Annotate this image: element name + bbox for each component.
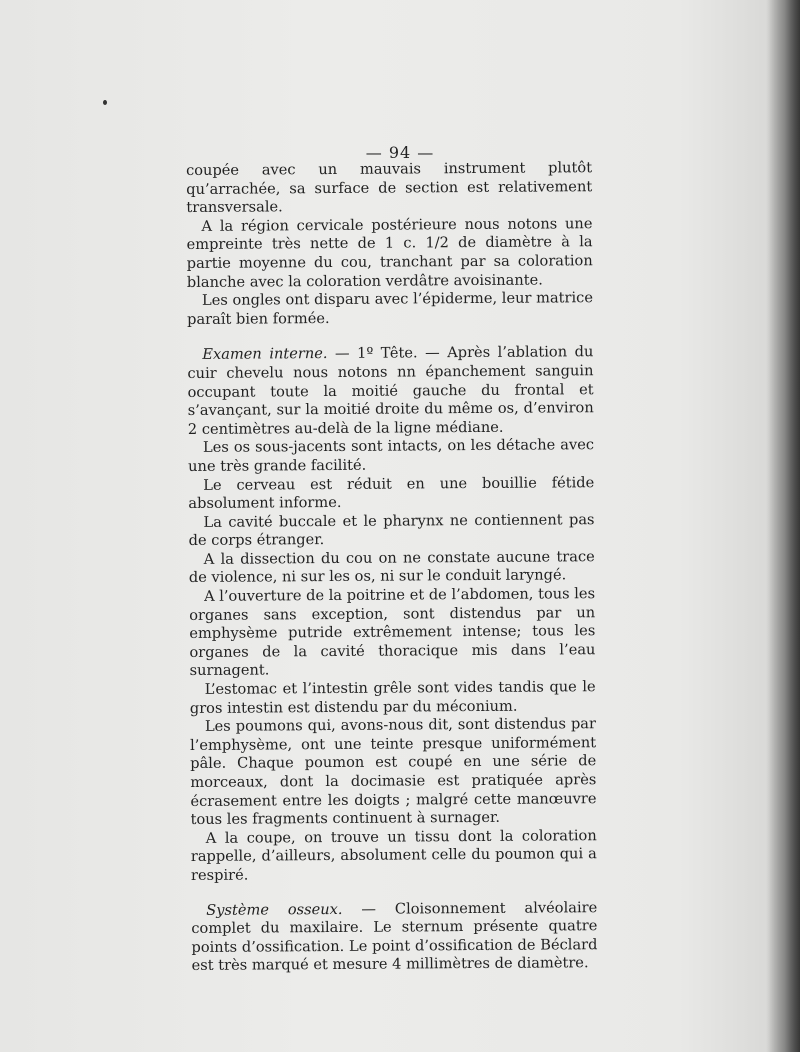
section-heading: Système osseux. — [206, 900, 343, 919]
section-heading: Examen interne. — [202, 345, 328, 364]
paragraph — [187, 344, 594, 440]
paragraph: A la dissection du cou on ne constate aucune trace de violence, ni sur les os, ni sur le conduit laryngé. — [188, 548, 595, 587]
paragraph: A l’ouverture de la poitrine et de l’abdomen, tous les organes sans exception, sont distendus par un emphysème putride extrêmement intense; tous les organes de la cavité thoracique mis dans l’eau surnagent. — [189, 585, 596, 680]
ink-speck — [103, 100, 107, 105]
binding-shadow — [766, 0, 800, 1052]
page-number: — 94 — — [365, 143, 435, 162]
paragraph: A la région cervicale postérieure nous notons une empreinte très nette de 1 c. 1/2 de diamètre à la partie moyenne du cou, tranchant par sa coloration blanche avec la coloration verdâtre avoisinante. — [186, 214, 593, 291]
paragraph: Les ongles ont disparu avec l’épiderme, leur matrice paraît bien formée. — [187, 289, 594, 328]
paragraph-text: — 1º Tête. — Après l’ablation du cuir chevelu nous notons nn épanchement sanguin occupant toute la moitié gauche du frontal et s’avançant, sur la moitié droite du même os, d’environ 2 centimètres au-delà de la ligne médiane. — [187, 343, 594, 438]
paragraph-text: — Cloisonnement alvéolaire complet du maxilaire. Le sternum présente quatre points d’ossification. Le point d’ossification de Béclard est très marqué et mesure 4 millimètres de diamètre. — [191, 898, 598, 975]
paragraph: A la coupe, on trouve un tissu dont la coloration rappelle, d’ailleurs, absolument celle du poumon qui a respiré. — [190, 826, 597, 884]
paragraph: Les os sous-jacents sont intacts, on les détache avec une très grande facilité. — [188, 436, 595, 475]
paragraph: Le cerveau est réduit en une bouillie fétide absolument informe. — [188, 473, 595, 513]
paragraph: L’estomac et l’intestin grêle sont vides tandis que le gros intestin est distendu par du méconium. — [189, 678, 596, 717]
paragraph — [191, 899, 598, 976]
paragraph: coupée avec un mauvais instrument plutôt qu’arrachée, sa surface de section est relativement transversale. — [186, 159, 593, 217]
body-text — [186, 159, 598, 976]
paragraph: Les poumons qui, avons-nous dit, sont distendus par l’emphysème, ont une teinte presque uniformément pâle. Chaque poumon est coupé en une série de morceaux, dont la docimasie est pratiquée après écrasement entre les doigts ; malgré cette manœuvre tous les fragments continuent à surnager. — [190, 715, 597, 829]
paragraph: La cavité buccale et le pharynx ne contiennent pas de corps étranger. — [188, 510, 595, 550]
